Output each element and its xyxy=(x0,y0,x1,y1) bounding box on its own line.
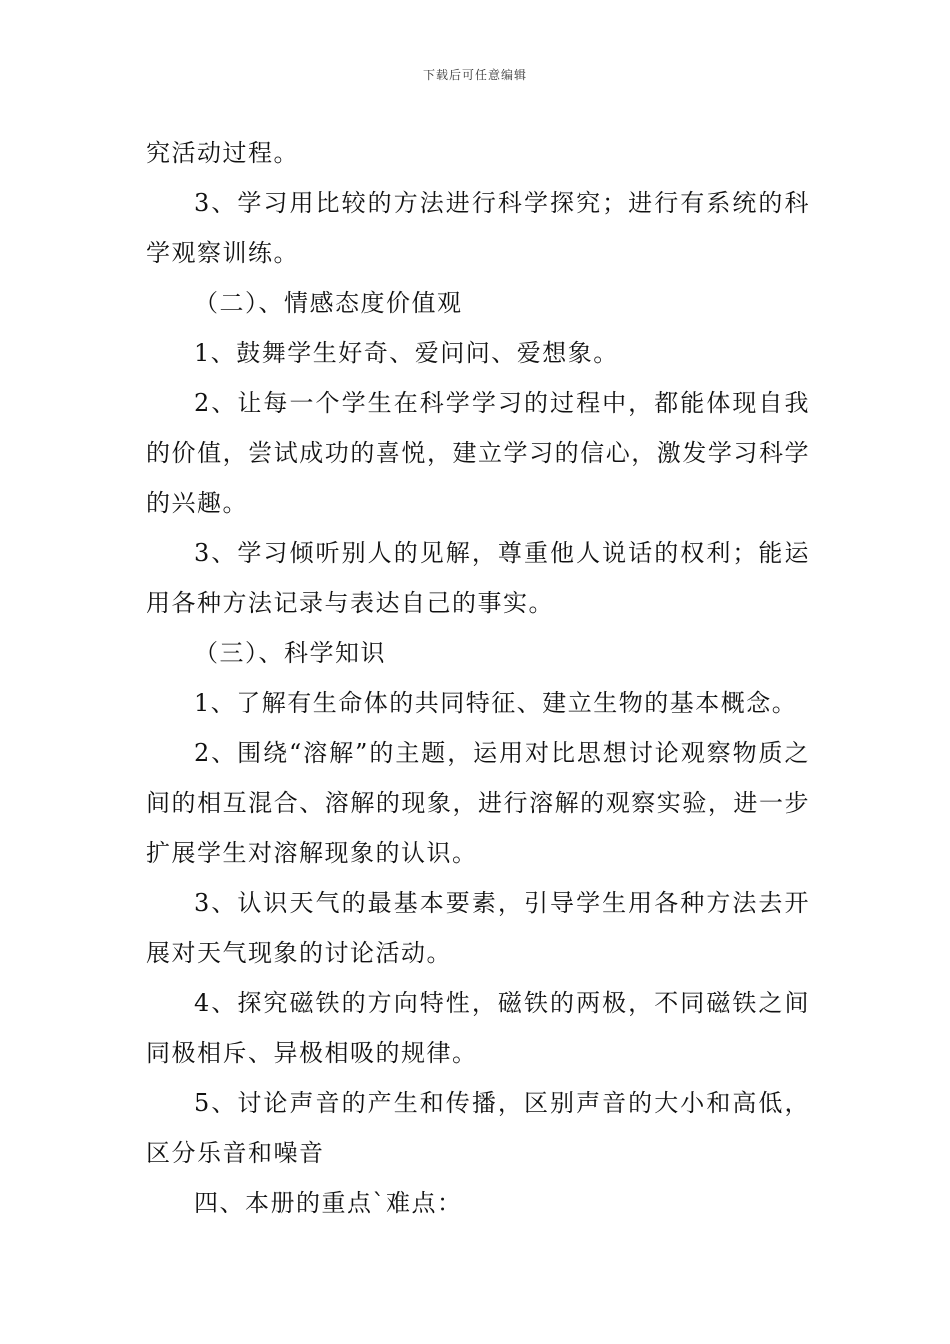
paragraph-continuation: 究活动过程。 xyxy=(146,139,299,167)
section-heading-emotion-attitude: （二）、情感态度价值观 xyxy=(194,289,463,317)
section-heading-science-knowledge: （三）、科学知识 xyxy=(194,639,386,667)
paragraph-emotion-1: 1、鼓舞学生好奇、爱问问、爱想象。 xyxy=(194,339,619,367)
paragraph-emotion-2: 2、让每一个学生在科学学习的过程中，都能体现自我的价值，尝试成功的喜悦，建立学习的信心，激发学习科学的兴趣。 xyxy=(146,389,810,517)
paragraph-knowledge-1: 1、了解有生命体的共同特征、建立生物的基本概念。 xyxy=(194,689,798,717)
paragraph-knowledge-2: 2、围绕“溶解”的主题，运用对比思想讨论观察物质之间的相互混合、溶解的现象，进行溶解的观察实验，进一步扩展学生对溶解现象的认识。 xyxy=(146,739,810,867)
paragraph-knowledge-5: 5、讨论声音的产生和传播，区别声音的大小和高低，区分乐音和噪音 xyxy=(146,1089,810,1167)
section-heading-key-points: 四、本册的重点`难点： xyxy=(194,1189,463,1217)
paragraph-skill-3: 3、学习用比较的方法进行科学探究；进行有系统的科学观察训练。 xyxy=(146,189,810,267)
document-body xyxy=(146,128,810,1228)
paragraph-knowledge-4: 4、探究磁铁的方向特性，磁铁的两极，不同磁铁之间同极相斥、异极相吸的规律。 xyxy=(146,989,810,1067)
page-header: 下载后可任意编辑 xyxy=(422,68,527,82)
paragraph-knowledge-3: 3、认识天气的最基本要素，引导学生用各种方法去开展对天气现象的讨论活动。 xyxy=(146,889,810,967)
paragraph-emotion-3: 3、学习倾听别人的见解，尊重他人说话的权利；能运用各种方法记录与表达自己的事实。 xyxy=(146,539,810,617)
